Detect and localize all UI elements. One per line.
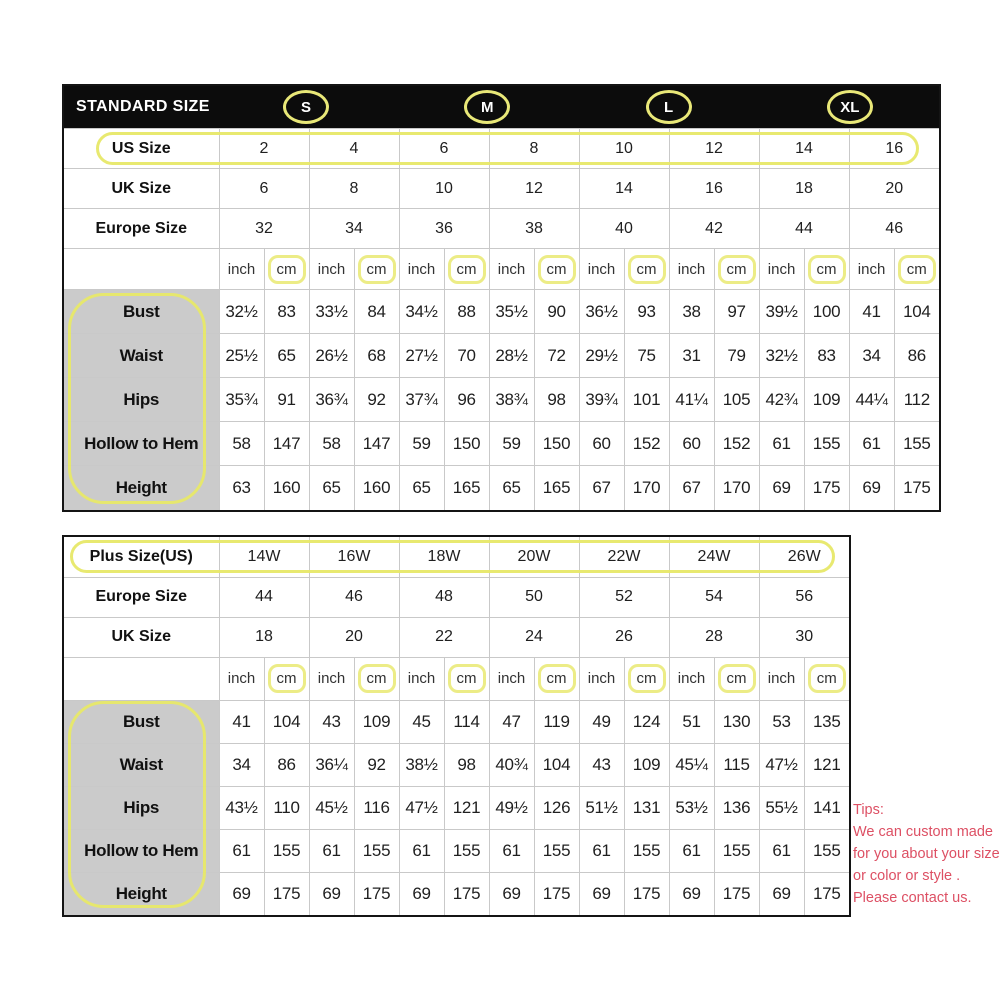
size-value-cell: 14W <box>219 537 309 577</box>
measure-value-cell: 83 <box>804 334 849 378</box>
measure-value-cell: 69 <box>309 872 354 915</box>
size-value-cell: 6 <box>399 129 489 169</box>
measure-value-cell: 45 <box>399 700 444 743</box>
size-value-cell: 52 <box>579 577 669 617</box>
measurement-row <box>64 334 939 378</box>
unit-inch-cell: inch <box>399 249 444 290</box>
row-label: Europe Size <box>64 577 219 617</box>
measure-value-cell: 109 <box>624 743 669 786</box>
measure-value-cell: 65 <box>309 466 354 510</box>
measure-value-cell: 98 <box>444 743 489 786</box>
measure-value-cell: 97 <box>714 290 759 334</box>
highlight-cm-box: cm <box>718 255 756 284</box>
measure-value-cell: 36¼ <box>309 743 354 786</box>
tips-line: Please contact us. <box>853 890 972 906</box>
measure-value-cell: 110 <box>264 786 309 829</box>
measure-value-cell: 175 <box>894 466 939 510</box>
measure-value-cell: 155 <box>894 422 939 466</box>
size-value-cell: 2 <box>219 129 309 169</box>
measure-value-cell: 70 <box>444 334 489 378</box>
unit-cm-cell <box>534 657 579 700</box>
plus-size-grid <box>64 537 849 915</box>
size-value-cell: 26 <box>579 617 669 657</box>
measure-value-cell: 105 <box>714 378 759 422</box>
measure-value-cell: 69 <box>669 872 714 915</box>
measure-value-cell: 136 <box>714 786 759 829</box>
measure-value-cell: 96 <box>444 378 489 422</box>
measure-value-cell: 79 <box>714 334 759 378</box>
size-value-cell: 46 <box>849 209 939 249</box>
measure-value-cell: 69 <box>849 466 894 510</box>
measure-value-cell: 175 <box>534 872 579 915</box>
unit-cm-cell <box>264 249 309 290</box>
measure-value-cell: 68 <box>354 334 399 378</box>
row-label: UK Size <box>64 617 219 657</box>
measurement-row <box>64 829 849 872</box>
unit-inch-cell: inch <box>669 657 714 700</box>
measure-value-cell: 119 <box>534 700 579 743</box>
measure-value-cell: 41 <box>219 700 264 743</box>
measure-value-cell: 63 <box>219 466 264 510</box>
unit-cm-cell <box>804 249 849 290</box>
size-value-cell: 42 <box>669 209 759 249</box>
measurement-row <box>64 786 849 829</box>
measure-value-cell: 69 <box>399 872 444 915</box>
measure-value-cell: 155 <box>804 422 849 466</box>
measure-value-cell: 92 <box>354 378 399 422</box>
size-value-cell: 26W <box>759 537 849 577</box>
measure-value-cell: 100 <box>804 290 849 334</box>
unit-inch-cell: inch <box>489 249 534 290</box>
standard-size-table <box>62 84 941 512</box>
measure-value-cell: 109 <box>804 378 849 422</box>
measure-value-cell: 33½ <box>309 290 354 334</box>
measure-value-cell: 65 <box>489 466 534 510</box>
unit-row <box>64 657 849 700</box>
measure-value-cell: 150 <box>444 422 489 466</box>
row-label: Bust <box>64 700 219 743</box>
unit-row <box>64 249 939 290</box>
unit-cm-cell <box>354 657 399 700</box>
measure-value-cell: 51½ <box>579 786 624 829</box>
measure-value-cell: 115 <box>714 743 759 786</box>
measure-value-cell: 65 <box>399 466 444 510</box>
measure-value-cell: 150 <box>534 422 579 466</box>
size-value-cell: 36 <box>399 209 489 249</box>
measure-value-cell: 160 <box>354 466 399 510</box>
unit-cm-cell <box>354 249 399 290</box>
unit-cm-cell <box>624 249 669 290</box>
measurement-row <box>64 290 939 334</box>
measure-value-cell: 61 <box>669 829 714 872</box>
highlight-cm-box: cm <box>718 664 756 693</box>
measure-value-cell: 67 <box>579 466 624 510</box>
measure-value-cell: 72 <box>534 334 579 378</box>
measure-value-cell: 175 <box>714 872 759 915</box>
row-label: Europe Size <box>64 209 219 249</box>
size-value-cell: 38 <box>489 209 579 249</box>
measure-value-cell: 61 <box>219 829 264 872</box>
unit-inch-cell: inch <box>759 657 804 700</box>
tips-lines <box>853 821 1000 909</box>
measure-value-cell: 59 <box>489 422 534 466</box>
measure-value-cell: 69 <box>759 872 804 915</box>
highlight-cm-box: cm <box>628 664 666 693</box>
measure-value-cell: 90 <box>534 290 579 334</box>
measure-value-cell: 155 <box>624 829 669 872</box>
size-value-cell: 50 <box>489 577 579 617</box>
size-value-cell: 10 <box>399 169 489 209</box>
size-value-cell: 54 <box>669 577 759 617</box>
measure-value-cell: 47 <box>489 700 534 743</box>
measure-value-cell: 34 <box>849 334 894 378</box>
unit-inch-cell: inch <box>309 657 354 700</box>
standard-table-header <box>64 86 939 128</box>
measure-value-cell: 32½ <box>219 290 264 334</box>
size-value-cell: 18 <box>759 169 849 209</box>
measure-value-cell: 39½ <box>759 290 804 334</box>
size-value-cell: 16 <box>849 129 939 169</box>
measure-value-cell: 116 <box>354 786 399 829</box>
measure-value-cell: 75 <box>624 334 669 378</box>
measure-value-cell: 175 <box>354 872 399 915</box>
measure-value-cell: 175 <box>264 872 309 915</box>
unit-inch-cell: inch <box>489 657 534 700</box>
measure-value-cell: 124 <box>624 700 669 743</box>
size-value-cell: 30 <box>759 617 849 657</box>
measure-value-cell: 130 <box>714 700 759 743</box>
measure-value-cell: 121 <box>804 743 849 786</box>
size-value-cell: 48 <box>399 577 489 617</box>
measure-value-cell: 59 <box>399 422 444 466</box>
size-value-cell: 32 <box>219 209 309 249</box>
row-label: Hollow to Hem <box>64 829 219 872</box>
unit-inch-cell: inch <box>849 249 894 290</box>
measure-value-cell: 38½ <box>399 743 444 786</box>
size-value-cell: 12 <box>489 169 579 209</box>
measure-value-cell: 104 <box>894 290 939 334</box>
size-letter-xl: XL <box>827 90 873 124</box>
row-label: Waist <box>64 743 219 786</box>
highlight-cm-box: cm <box>268 664 306 693</box>
measure-value-cell: 152 <box>714 422 759 466</box>
measure-value-cell: 86 <box>894 334 939 378</box>
row-label: US Size <box>64 129 219 169</box>
unit-cm-cell <box>444 657 489 700</box>
measure-value-cell: 49 <box>579 700 624 743</box>
measure-value-cell: 147 <box>264 422 309 466</box>
size-value-cell: 22W <box>579 537 669 577</box>
size-value-cell: 56 <box>759 577 849 617</box>
measure-value-cell: 58 <box>219 422 264 466</box>
measure-value-cell: 51 <box>669 700 714 743</box>
size-value-cell: 34 <box>309 209 399 249</box>
measure-value-cell: 165 <box>444 466 489 510</box>
size-letter-l: L <box>646 90 692 124</box>
row-label: Hips <box>64 378 219 422</box>
measure-value-cell: 26½ <box>309 334 354 378</box>
size-value-cell: 24 <box>489 617 579 657</box>
measure-value-cell: 61 <box>399 829 444 872</box>
measure-value-cell: 155 <box>264 829 309 872</box>
measure-value-cell: 36¾ <box>309 378 354 422</box>
measure-value-cell: 35¾ <box>219 378 264 422</box>
measure-value-cell: 155 <box>804 829 849 872</box>
measure-value-cell: 155 <box>444 829 489 872</box>
measure-value-cell: 152 <box>624 422 669 466</box>
measure-value-cell: 175 <box>444 872 489 915</box>
measurement-row <box>64 872 849 915</box>
measure-value-cell: 69 <box>219 872 264 915</box>
tips-note <box>853 799 1000 909</box>
size-value-cell: 10 <box>579 129 669 169</box>
row-label: Plus Size(US) <box>64 537 219 577</box>
measure-value-cell: 155 <box>354 829 399 872</box>
unit-cm-cell <box>444 249 489 290</box>
measure-value-cell: 36½ <box>579 290 624 334</box>
size-row <box>64 537 849 577</box>
measure-value-cell: 170 <box>714 466 759 510</box>
measure-value-cell: 37¾ <box>399 378 444 422</box>
standard-size-grid <box>64 128 939 510</box>
measure-value-cell: 43½ <box>219 786 264 829</box>
measurement-row <box>64 378 939 422</box>
measure-value-cell: 84 <box>354 290 399 334</box>
size-value-cell: 18 <box>219 617 309 657</box>
highlight-cm-box: cm <box>358 664 396 693</box>
unit-cm-cell <box>264 657 309 700</box>
measure-value-cell: 155 <box>714 829 759 872</box>
unit-cm-cell <box>714 249 759 290</box>
highlight-cm-box: cm <box>898 255 936 284</box>
measure-value-cell: 165 <box>534 466 579 510</box>
size-value-cell: 24W <box>669 537 759 577</box>
unit-row-empty-cell <box>64 657 219 700</box>
measure-value-cell: 61 <box>849 422 894 466</box>
measure-value-cell: 92 <box>354 743 399 786</box>
row-label: UK Size <box>64 169 219 209</box>
measure-value-cell: 39¾ <box>579 378 624 422</box>
measure-value-cell: 93 <box>624 290 669 334</box>
measurement-row <box>64 422 939 466</box>
size-value-cell: 12 <box>669 129 759 169</box>
unit-cm-cell <box>624 657 669 700</box>
measure-value-cell: 55½ <box>759 786 804 829</box>
measure-value-cell: 28½ <box>489 334 534 378</box>
unit-inch-cell: inch <box>579 249 624 290</box>
tips-line: for you about your size <box>853 846 1000 862</box>
measure-value-cell: 58 <box>309 422 354 466</box>
size-value-cell: 22 <box>399 617 489 657</box>
highlight-cm-box: cm <box>448 664 486 693</box>
standard-size-title: STANDARD SIZE <box>76 98 210 115</box>
measure-value-cell: 147 <box>354 422 399 466</box>
size-letter-m: M <box>464 90 510 124</box>
measure-value-cell: 61 <box>759 422 804 466</box>
measure-value-cell: 104 <box>264 700 309 743</box>
measure-value-cell: 69 <box>759 466 804 510</box>
size-value-cell: 14 <box>759 129 849 169</box>
measure-value-cell: 38 <box>669 290 714 334</box>
unit-row-empty-cell <box>64 249 219 290</box>
measure-value-cell: 112 <box>894 378 939 422</box>
measure-value-cell: 53 <box>759 700 804 743</box>
measure-value-cell: 47½ <box>759 743 804 786</box>
unit-inch-cell: inch <box>219 657 264 700</box>
measure-value-cell: 35½ <box>489 290 534 334</box>
unit-inch-cell: inch <box>669 249 714 290</box>
size-row <box>64 617 849 657</box>
unit-inch-cell: inch <box>309 249 354 290</box>
measure-value-cell: 155 <box>534 829 579 872</box>
measure-value-cell: 61 <box>579 829 624 872</box>
measure-value-cell: 43 <box>309 700 354 743</box>
measure-value-cell: 40¾ <box>489 743 534 786</box>
size-value-cell: 8 <box>489 129 579 169</box>
tips-title: Tips: <box>853 802 884 818</box>
measure-value-cell: 175 <box>804 466 849 510</box>
size-value-cell: 16 <box>669 169 759 209</box>
measure-value-cell: 131 <box>624 786 669 829</box>
measure-value-cell: 53½ <box>669 786 714 829</box>
measure-value-cell: 31 <box>669 334 714 378</box>
measure-value-cell: 69 <box>579 872 624 915</box>
row-label: Hollow to Hem <box>64 422 219 466</box>
size-value-cell: 8 <box>309 169 399 209</box>
size-letter-s: S <box>283 90 329 124</box>
measure-value-cell: 29½ <box>579 334 624 378</box>
measure-value-cell: 91 <box>264 378 309 422</box>
measure-value-cell: 141 <box>804 786 849 829</box>
measure-value-cell: 83 <box>264 290 309 334</box>
measure-value-cell: 60 <box>579 422 624 466</box>
measure-value-cell: 60 <box>669 422 714 466</box>
size-value-cell: 16W <box>309 537 399 577</box>
measure-value-cell: 27½ <box>399 334 444 378</box>
measure-value-cell: 135 <box>804 700 849 743</box>
measure-value-cell: 69 <box>489 872 534 915</box>
row-label: Height <box>64 466 219 510</box>
measure-value-cell: 41¼ <box>669 378 714 422</box>
measure-value-cell: 61 <box>489 829 534 872</box>
size-value-cell: 20 <box>849 169 939 209</box>
measure-value-cell: 34 <box>219 743 264 786</box>
measure-value-cell: 49½ <box>489 786 534 829</box>
measure-value-cell: 61 <box>309 829 354 872</box>
measure-value-cell: 175 <box>804 872 849 915</box>
measure-value-cell: 45¼ <box>669 743 714 786</box>
row-label: Waist <box>64 334 219 378</box>
row-label: Bust <box>64 290 219 334</box>
tips-line: or color or style . <box>853 868 961 884</box>
measurement-row <box>64 743 849 786</box>
unit-cm-cell <box>894 249 939 290</box>
size-row <box>64 169 939 209</box>
size-value-cell: 14 <box>579 169 669 209</box>
unit-cm-cell <box>534 249 579 290</box>
size-value-cell: 4 <box>309 129 399 169</box>
plus-size-table <box>62 535 851 917</box>
row-label: Height <box>64 872 219 915</box>
measure-value-cell: 65 <box>264 334 309 378</box>
measure-value-cell: 98 <box>534 378 579 422</box>
tips-line: We can custom made <box>853 824 993 840</box>
highlight-cm-box: cm <box>358 255 396 284</box>
size-value-cell: 46 <box>309 577 399 617</box>
size-row <box>64 209 939 249</box>
measure-value-cell: 101 <box>624 378 669 422</box>
measure-value-cell: 114 <box>444 700 489 743</box>
unit-cm-cell <box>714 657 759 700</box>
unit-inch-cell: inch <box>399 657 444 700</box>
size-value-cell: 44 <box>219 577 309 617</box>
measure-value-cell: 43 <box>579 743 624 786</box>
highlight-cm-box: cm <box>808 664 846 693</box>
measure-value-cell: 175 <box>624 872 669 915</box>
measure-value-cell: 45½ <box>309 786 354 829</box>
measure-value-cell: 86 <box>264 743 309 786</box>
measure-value-cell: 104 <box>534 743 579 786</box>
measure-value-cell: 170 <box>624 466 669 510</box>
highlight-cm-box: cm <box>448 255 486 284</box>
measure-value-cell: 121 <box>444 786 489 829</box>
size-value-cell: 6 <box>219 169 309 209</box>
highlight-cm-box: cm <box>538 255 576 284</box>
size-value-cell: 40 <box>579 209 669 249</box>
measure-value-cell: 38¾ <box>489 378 534 422</box>
measure-value-cell: 160 <box>264 466 309 510</box>
measurement-row <box>64 700 849 743</box>
unit-inch-cell: inch <box>759 249 804 290</box>
measure-value-cell: 61 <box>759 829 804 872</box>
measure-value-cell: 32½ <box>759 334 804 378</box>
highlight-cm-box: cm <box>808 255 846 284</box>
measure-value-cell: 42¾ <box>759 378 804 422</box>
measure-value-cell: 67 <box>669 466 714 510</box>
measure-value-cell: 126 <box>534 786 579 829</box>
highlight-cm-box: cm <box>628 255 666 284</box>
size-value-cell: 20W <box>489 537 579 577</box>
size-value-cell: 18W <box>399 537 489 577</box>
measure-value-cell: 34½ <box>399 290 444 334</box>
measure-value-cell: 44¼ <box>849 378 894 422</box>
measurement-row <box>64 466 939 510</box>
unit-inch-cell: inch <box>219 249 264 290</box>
measure-value-cell: 47½ <box>399 786 444 829</box>
size-value-cell: 44 <box>759 209 849 249</box>
measure-value-cell: 109 <box>354 700 399 743</box>
unit-cm-cell <box>804 657 849 700</box>
size-row <box>64 129 939 169</box>
size-value-cell: 28 <box>669 617 759 657</box>
highlight-cm-box: cm <box>268 255 306 284</box>
size-value-cell: 20 <box>309 617 399 657</box>
row-label: Hips <box>64 786 219 829</box>
measure-value-cell: 88 <box>444 290 489 334</box>
measure-value-cell: 41 <box>849 290 894 334</box>
highlight-cm-box: cm <box>538 664 576 693</box>
measure-value-cell: 25½ <box>219 334 264 378</box>
size-row <box>64 577 849 617</box>
unit-inch-cell: inch <box>579 657 624 700</box>
